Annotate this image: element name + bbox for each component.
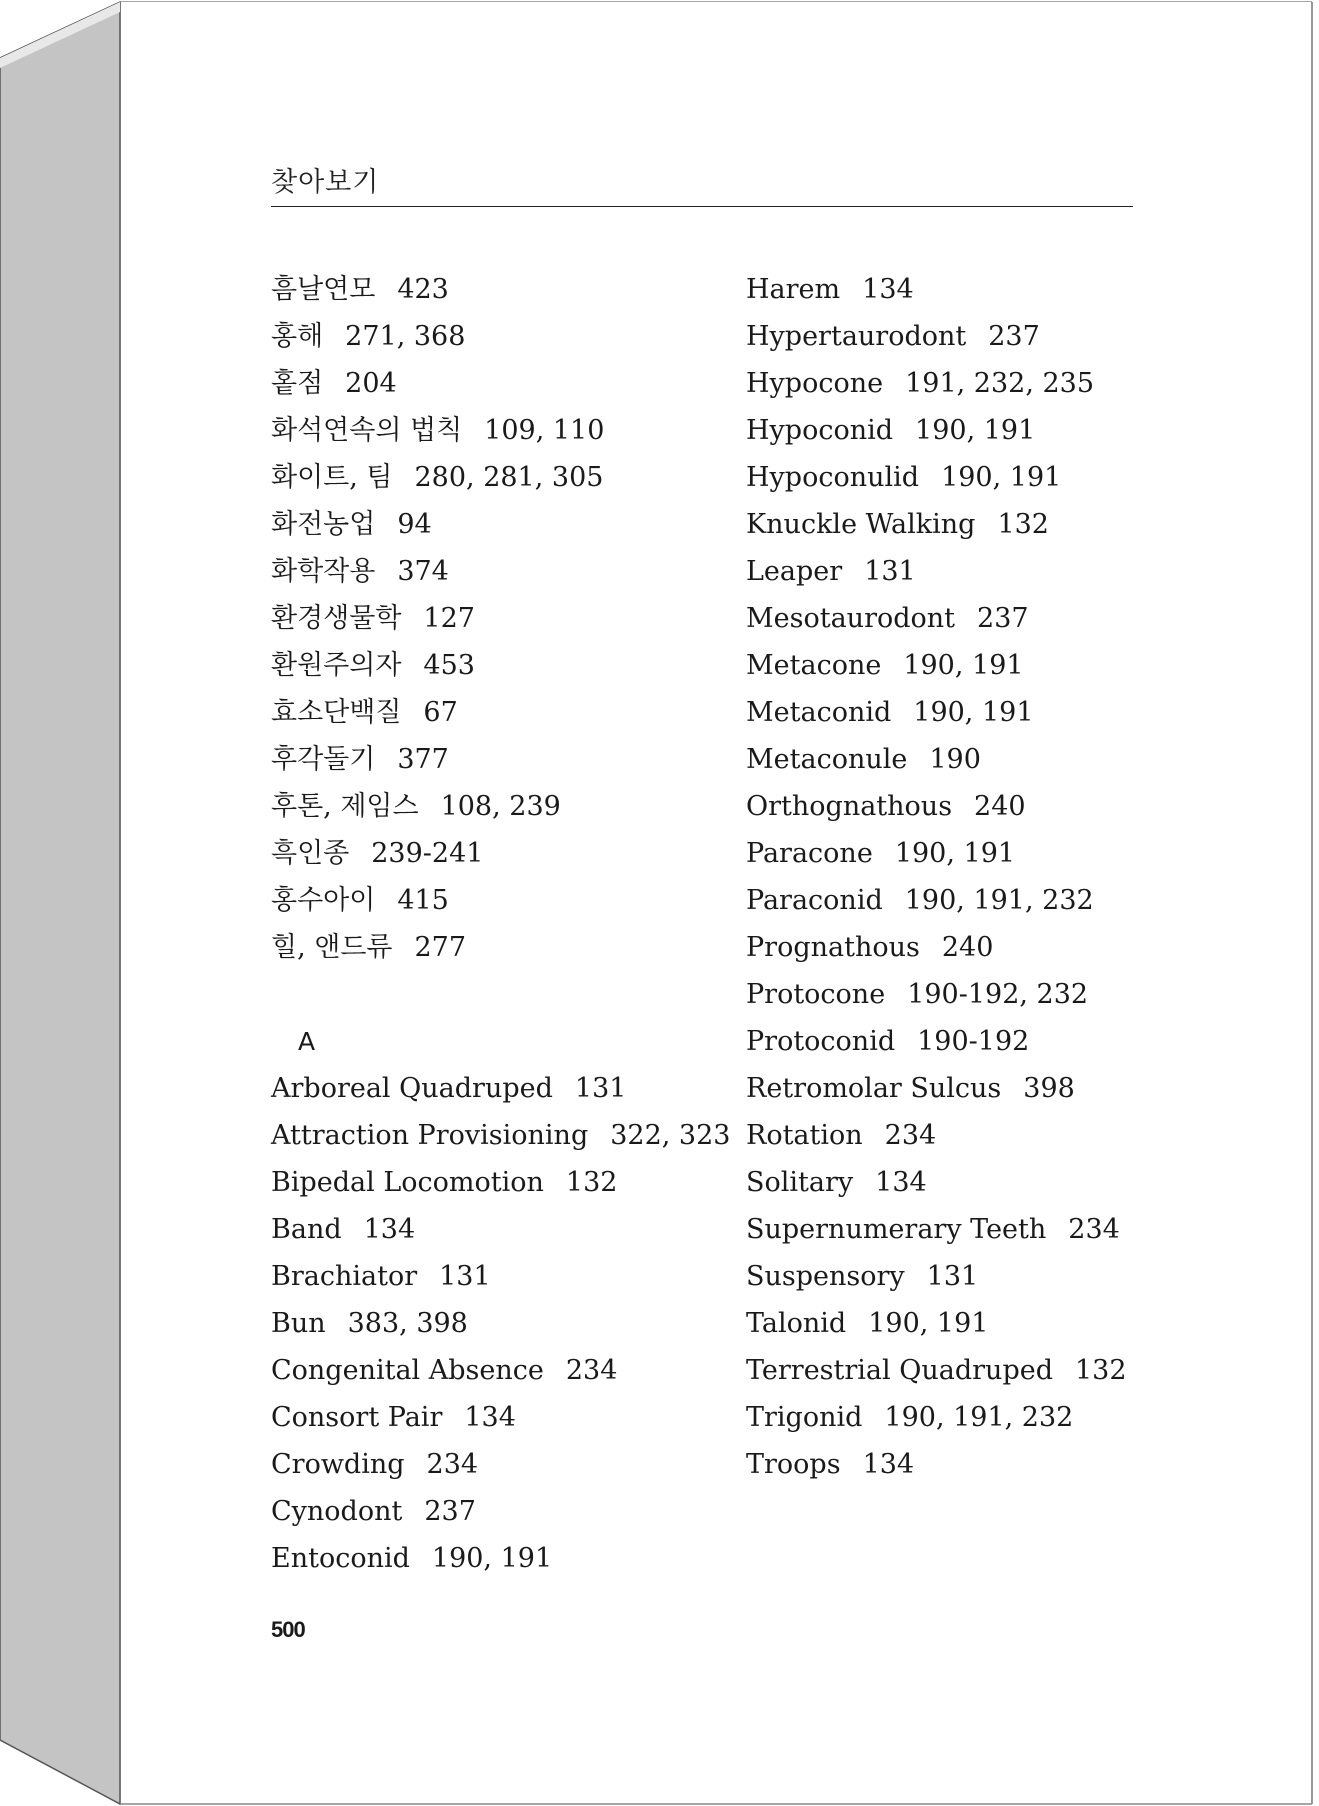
index-entry xyxy=(746,1253,1176,1300)
index-column-right xyxy=(746,266,1176,1488)
page-number: 500 xyxy=(271,1617,305,1642)
index-entry xyxy=(746,454,1176,501)
index-entry xyxy=(271,1206,731,1253)
index-entry xyxy=(271,1253,731,1300)
index-pages: 237 xyxy=(977,603,1029,634)
index-entry xyxy=(271,407,731,454)
index-pages: 132 xyxy=(565,1167,618,1198)
index-column-left xyxy=(271,266,731,1582)
index-entry xyxy=(746,1018,1176,1065)
index-term: Paraconid xyxy=(746,885,883,916)
index-term: Cynodont xyxy=(271,1496,403,1527)
index-pages: 190, 191, 232 xyxy=(884,1402,1074,1433)
index-entry xyxy=(746,1347,1176,1394)
index-entry xyxy=(271,360,731,407)
index-term: 효소단백질 xyxy=(271,697,402,728)
index-pages: 134 xyxy=(862,1449,915,1480)
index-pages: 94 xyxy=(397,509,432,540)
index-pages: 237 xyxy=(424,1496,476,1527)
index-entry xyxy=(746,689,1176,736)
index-term: Suspensory xyxy=(746,1261,905,1292)
index-entry xyxy=(271,642,731,689)
section-letter: A xyxy=(298,1027,316,1056)
index-term: Knuckle Walking xyxy=(746,509,976,540)
index-entry xyxy=(746,595,1176,642)
index-pages: 131 xyxy=(439,1261,491,1292)
index-term: Leaper xyxy=(746,556,843,587)
index-pages: 204 xyxy=(345,368,397,399)
index-entry xyxy=(271,454,731,501)
index-entry xyxy=(271,1441,731,1488)
index-entry xyxy=(271,1300,731,1347)
index-term: Rotation xyxy=(746,1120,863,1151)
index-pages: 234 xyxy=(884,1120,937,1151)
english-entries-right xyxy=(746,266,1176,1488)
index-term: Consort Pair xyxy=(271,1402,443,1433)
index-term: 힐, 앤드류 xyxy=(271,932,393,963)
index-pages: 271, 368 xyxy=(345,321,466,352)
spacer xyxy=(271,971,731,1018)
index-term: 화석연속의 법칙 xyxy=(271,415,463,446)
index-pages: 190, 191 xyxy=(431,1543,553,1574)
index-pages: 190, 191 xyxy=(903,650,1024,681)
index-entry xyxy=(746,1159,1176,1206)
index-term: 흠날연모 xyxy=(271,274,376,305)
index-entry xyxy=(271,1394,731,1441)
index-term: Brachiator xyxy=(271,1261,418,1292)
korean-entries xyxy=(271,266,731,971)
index-term: 화이트, 팀 xyxy=(271,462,393,493)
index-entry xyxy=(271,501,731,548)
index-entry xyxy=(746,1300,1176,1347)
index-term: Attraction Provisioning xyxy=(271,1120,589,1151)
index-pages: 190, 191 xyxy=(941,462,1062,493)
index-term: Entoconid xyxy=(271,1543,410,1574)
index-term: Crowding xyxy=(271,1449,405,1480)
index-term: Arboreal Quadruped xyxy=(271,1073,553,1104)
index-entry xyxy=(271,783,731,830)
index-pages: 398 xyxy=(1023,1073,1075,1104)
index-entry xyxy=(746,877,1176,924)
index-entry xyxy=(746,407,1176,454)
index-pages: 131 xyxy=(926,1261,979,1292)
index-entry xyxy=(746,736,1176,783)
index-entry xyxy=(746,971,1176,1018)
index-pages: 134 xyxy=(363,1214,416,1245)
index-term: Bipedal Locomotion xyxy=(271,1167,544,1198)
index-entry xyxy=(746,642,1176,689)
page-title: 찾아보기 xyxy=(271,167,380,198)
index-term: 환경생물학 xyxy=(271,603,402,634)
index-pages: 190-192, 232 xyxy=(907,979,1089,1010)
index-entry xyxy=(746,1394,1176,1441)
index-entry xyxy=(271,548,731,595)
index-pages: 190, 191 xyxy=(915,415,1036,446)
index-pages: 453 xyxy=(423,650,475,681)
index-entry xyxy=(746,501,1176,548)
index-pages: 190, 191 xyxy=(894,838,1016,869)
index-entry xyxy=(746,313,1176,360)
index-term: 화학작용 xyxy=(271,556,376,587)
index-pages: 415 xyxy=(397,885,449,916)
index-entry xyxy=(271,1065,731,1112)
index-pages: 134 xyxy=(875,1167,927,1198)
index-entry xyxy=(746,1441,1176,1488)
index-term: Prognathous xyxy=(746,932,920,963)
index-pages: 240 xyxy=(941,932,994,963)
index-pages: 190-192 xyxy=(917,1026,1030,1057)
page-header xyxy=(271,160,1133,207)
index-term: Retromolar Sulcus xyxy=(746,1073,1002,1104)
index-term: Harem xyxy=(746,274,841,305)
index-entry xyxy=(271,266,731,313)
index-pages: 132 xyxy=(997,509,1049,540)
index-term: Protoconid xyxy=(746,1026,896,1057)
index-entry xyxy=(271,1159,731,1206)
index-term: Metaconid xyxy=(746,697,892,728)
index-term: Trigonid xyxy=(746,1402,863,1433)
index-pages: 191, 232, 235 xyxy=(905,368,1095,399)
index-term: Hypoconid xyxy=(746,415,894,446)
index-term: 홍해 xyxy=(271,321,324,352)
index-term: Talonid xyxy=(746,1308,847,1339)
index-term: Bun xyxy=(271,1308,326,1339)
english-entries xyxy=(271,1065,731,1582)
index-term: Band xyxy=(271,1214,342,1245)
index-term: 흑인종 xyxy=(271,838,350,869)
index-pages: 190 xyxy=(929,744,981,775)
index-entry xyxy=(271,313,731,360)
index-entry xyxy=(271,924,731,971)
index-term: 홍수아이 xyxy=(271,885,376,916)
index-pages: 190, 191 xyxy=(868,1308,989,1339)
index-term: Metaconule xyxy=(746,744,908,775)
index-term: Troops xyxy=(746,1449,841,1480)
index-term: Terrestrial Quadruped xyxy=(746,1355,1053,1386)
index-pages: 131 xyxy=(864,556,916,587)
index-entry xyxy=(271,830,731,877)
index-term: Mesotaurodont xyxy=(746,603,956,634)
index-term: Solitary xyxy=(746,1167,854,1198)
index-entry xyxy=(271,1347,731,1394)
index-entry xyxy=(746,830,1176,877)
index-pages: 134 xyxy=(464,1402,516,1433)
index-pages: 240 xyxy=(974,791,1026,822)
index-pages: 127 xyxy=(423,603,475,634)
index-pages: 237 xyxy=(988,321,1040,352)
index-pages: 239-241 xyxy=(371,838,484,869)
index-entry xyxy=(746,1065,1176,1112)
index-term: Hypertaurodont xyxy=(746,321,967,352)
index-pages: 423 xyxy=(397,274,449,305)
index-pages: 234 xyxy=(565,1355,618,1386)
index-term: 후각돌기 xyxy=(271,744,376,775)
index-pages: 277 xyxy=(414,932,467,963)
index-pages: 134 xyxy=(862,274,914,305)
index-pages: 132 xyxy=(1075,1355,1127,1386)
index-pages: 234 xyxy=(426,1449,479,1480)
index-pages: 190, 191, 232 xyxy=(904,885,1094,916)
index-pages: 374 xyxy=(397,556,449,587)
index-entry xyxy=(271,1488,731,1535)
index-entry xyxy=(746,1112,1176,1159)
index-pages: 190, 191 xyxy=(913,697,1034,728)
index-term: Protocone xyxy=(746,979,886,1010)
index-entry xyxy=(271,689,731,736)
index-pages: 67 xyxy=(423,697,458,728)
index-entry xyxy=(746,360,1176,407)
index-pages: 234 xyxy=(1068,1214,1120,1245)
index-term: 후톤, 제임스 xyxy=(271,791,419,822)
index-term: Hypoconulid xyxy=(746,462,920,493)
index-entry xyxy=(271,736,731,783)
index-entry xyxy=(271,595,731,642)
index-term: Supernumerary Teeth xyxy=(746,1214,1047,1245)
index-term: Metacone xyxy=(746,650,882,681)
index-entry xyxy=(271,1112,731,1159)
index-term: 홑점 xyxy=(271,368,324,399)
index-pages: 131 xyxy=(574,1073,627,1104)
index-entry xyxy=(271,1535,731,1582)
index-pages: 383, 398 xyxy=(347,1308,468,1339)
index-pages: 108, 239 xyxy=(440,791,561,822)
index-entry xyxy=(746,1206,1176,1253)
index-term: Paracone xyxy=(746,838,873,869)
index-entry xyxy=(746,548,1176,595)
index-entry xyxy=(746,783,1176,830)
index-pages: 280, 281, 305 xyxy=(414,462,604,493)
index-term: Hypocone xyxy=(746,368,884,399)
index-pages: 109, 110 xyxy=(484,415,605,446)
index-pages: 322, 323 xyxy=(610,1120,731,1151)
index-entry xyxy=(746,924,1176,971)
index-pages: 377 xyxy=(397,744,449,775)
index-entry xyxy=(746,266,1176,313)
index-term: Congenital Absence xyxy=(271,1355,544,1386)
index-term: 환원주의자 xyxy=(271,650,402,681)
index-term: Orthognathous xyxy=(746,791,953,822)
index-entry xyxy=(271,877,731,924)
index-term: 화전농업 xyxy=(271,509,376,540)
